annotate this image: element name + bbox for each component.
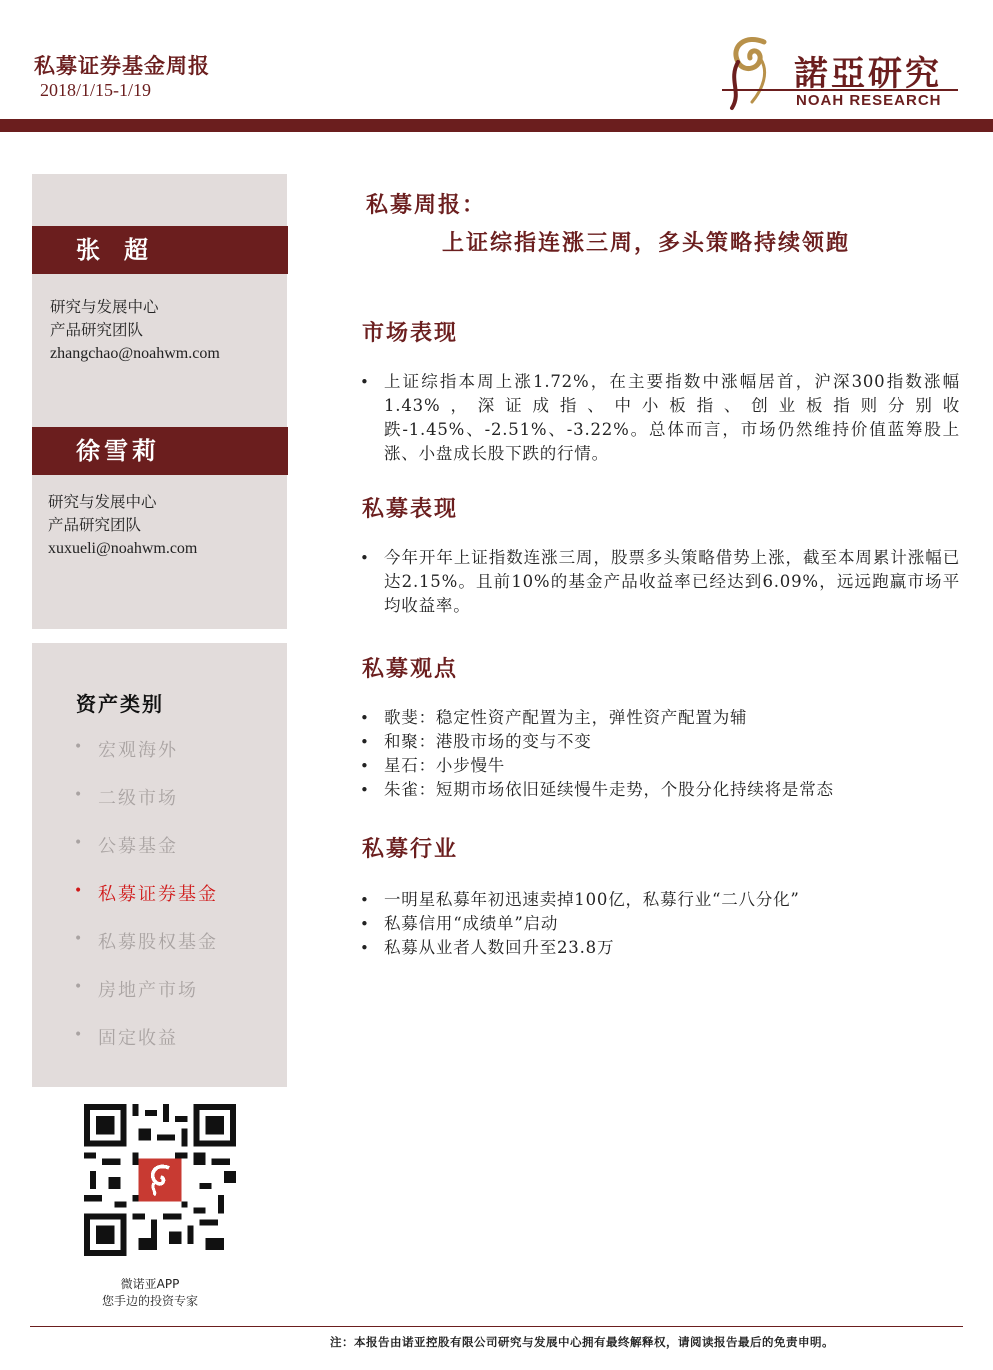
list-item: • 一明星私募年初迅速卖掉100亿，私募行业“二八分化” (360, 888, 960, 912)
list-item: • 星石：小步慢牛 (360, 754, 960, 778)
logo-chinese-text: 諾亞研究 (794, 54, 942, 94)
section-bullets-performance (360, 546, 960, 618)
category-item[interactable]: • 公募基金 (74, 832, 218, 880)
section-title-industry: 私募行业 (362, 836, 459, 862)
category-item[interactable]: • 私募股权基金 (74, 928, 218, 976)
qr-caption: 微诺亚APP 您手边的投资专家 (101, 1277, 198, 1308)
section-bullets-industry (360, 888, 960, 960)
logo-english-text: NOAH RESEARCH (796, 92, 942, 109)
section-bullets-views (360, 706, 960, 802)
author-email[interactable]: zhangchao@noahwm.com (50, 345, 220, 362)
section-title-performance: 私募表现 (362, 496, 459, 522)
list-item: • 今年开年上证指数连涨三周，股票多头策略借势上涨，截至本周累计涨幅已达2.15%。且前10%的基金产品收益率已经达到6.09%，远远跑赢市场平均收益率。 (360, 546, 960, 618)
noah-research-logo (712, 28, 962, 118)
author-email[interactable]: xuxueli@noahwm.com (48, 540, 198, 557)
author-team: 产品研究团队 (50, 321, 144, 339)
author-dept: 研究与发展中心 (48, 493, 157, 511)
report-date: 2018/1/15-1/19 (40, 80, 151, 100)
list-item: • 和聚：港股市场的变与不变 (360, 730, 960, 754)
qr-code-icon[interactable] (84, 1104, 236, 1256)
category-title: 资产类别 (76, 692, 164, 716)
author-name-2: 徐雪莉 (32, 427, 288, 475)
bullet-icon: • (74, 931, 85, 947)
section-title-views: 私募观点 (362, 656, 459, 682)
bullet-icon: • (74, 787, 85, 803)
section-title-market: 市场表现 (362, 320, 459, 346)
author-name-1: 张超 (32, 226, 288, 274)
section-bullets-market (360, 370, 960, 466)
bullet-icon: • (74, 883, 85, 899)
category-item[interactable]: • 固定收益 (74, 1024, 218, 1072)
list-item: • 朱雀：短期市场依旧延续慢牛走势，个股分化持续将是常态 (360, 778, 960, 802)
bullet-icon: • (74, 1027, 85, 1043)
author-team: 产品研究团队 (48, 516, 142, 534)
footer-disclaimer: 注：本报告由诺亚控股有限公司研究与发展中心拥有最终解释权，请阅读报告最后的免责申明。 (330, 1335, 834, 1349)
report-title: 上证综指连涨三周，多头策略持续领跑 (442, 230, 851, 256)
bullet-icon: • (74, 835, 85, 851)
bullet-icon: • (74, 979, 85, 995)
category-item-active[interactable]: • 私募证券基金 (74, 880, 218, 928)
header-bar (0, 119, 993, 132)
list-item: • 私募从业者人数回升至23.8万 (360, 936, 960, 960)
logo-swirl-icon (712, 28, 792, 118)
report-series-title: 私募证券基金周报 (34, 53, 210, 78)
category-item[interactable]: • 宏观海外 (74, 736, 218, 784)
author-dept: 研究与发展中心 (50, 298, 159, 316)
list-item: • 歌斐：稳定性资产配置为主，弹性资产配置为辅 (360, 706, 960, 730)
category-item[interactable]: • 房地产市场 (74, 976, 218, 1024)
category-list (74, 736, 218, 1072)
list-item: • 上证综指本周上涨1.72%，在主要指数中涨幅居首，沪深300指数涨幅1.43%，深证成指、中小板指、创业板指则分别收跌-1.45%、-2.51%、-3.22%。总体而言，市场仍然维持价值蓝筹股上涨、小盘成长股下跌的行情。 (360, 370, 960, 466)
footer-divider (30, 1326, 963, 1327)
report-label: 私募周报： (366, 192, 487, 218)
bullet-icon: • (74, 739, 85, 755)
author-contact-2 (48, 491, 197, 560)
list-item: • 私募信用“成绩单”启动 (360, 912, 960, 936)
category-item[interactable]: • 二级市场 (74, 784, 218, 832)
author-contact-1 (50, 296, 220, 365)
